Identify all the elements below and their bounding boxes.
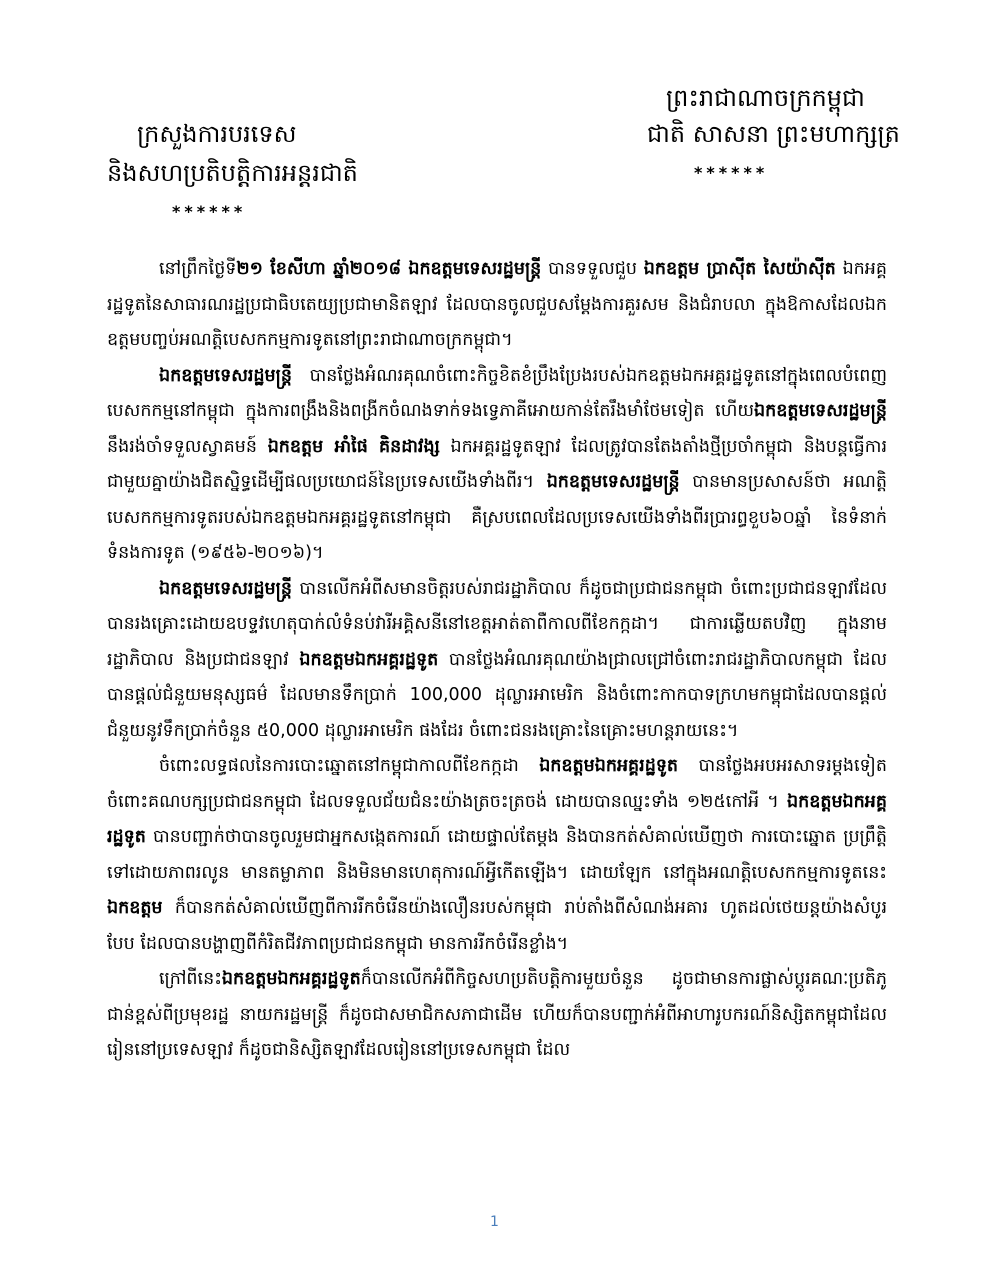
- text-run: ក៏បានលើកអំពីកិច្ចសហប្រតិបត្តិការមួយចំនួន ដូចជាមានការផ្លាស់ប្តូរគណៈប្រតិភូជាន់ខ្ពស់ពីប្រមុខរដ្ឋ នាយករដ្ឋមន្ត្រី ក៏ដូចជាសមាជិកសភាជាដើម ហើយក៏បានបញ្ជាក់អំពីអាហារូបករណ៍និស្សិតកម្ពុជាដែលរៀននៅប្រទេសឡាវ ក៏ដូចជានិស្សិតឡាវដែលរៀននៅប្រទេសកម្ពុជា ដែល: [107, 969, 887, 1060]
- national-motto: ជាតិ សាសនា ព្រះមហាក្សត្រ: [647, 120, 900, 148]
- ministry-line-2: និងសហប្រតិបត្តិការអន្តរជាតិ: [107, 159, 358, 187]
- bold-text-run: ឯកឧត្តមទេសរដ្ឋមន្ត្រី: [754, 401, 887, 421]
- body-paragraph: [107, 359, 887, 572]
- left-star-divider: ******: [172, 202, 247, 221]
- bold-text-run: ឯកឧត្តមឯកអគ្គរដ្ឋទូត: [221, 969, 361, 989]
- bold-text-run: ឯកឧត្តមទេសរដ្ឋមន្ត្រី: [159, 365, 292, 386]
- text-run: បានទទួលជួប: [541, 259, 644, 279]
- bold-text-run: ឯកឧត្តមទេសរដ្ឋមន្ត្រី: [546, 472, 680, 492]
- text-run: បានមានប្រសាសន៍ថា អណត្តិបេសកកម្មការទូតរបស់ឯកឧត្តមឯកអគ្គរដ្ឋទូតនៅកម្ពុជា គឺស្របពេលដែលប្រទេសយើងទាំងពីរប្រារព្ធខួប៦០ឆ្នាំ នៃទំនាក់ទំនងការទូត (១៩៥៦-២០១៦)។: [107, 472, 888, 563]
- text-run: បានថ្លែងអំណរគុណយ៉ាងជ្រាលជ្រៅចំពោះរាជរដ្ឋាភិបាលកម្ពុជា ដែលបានផ្តល់ជំនួយមនុស្សធម៌ ដែលមានទឹកប្រាក់ 100,000 ដុល្លារអាមេរិក និងចំពោះកាកបាទក្រហមកម្ពុជាដែលបានផ្តល់ជំនួយនូវទឹកប្រាក់ចំនួន ៥0,000 ដុល្លារអាមេរិក ផងដែរ ចំពោះជនរងគ្រោះនៃគ្រោះមហន្តរាយនេះ។: [107, 649, 888, 741]
- kingdom-title: ព្រះរាជាណាចក្រកម្ពុជា: [666, 84, 865, 112]
- bold-text-run: ឯកឧត្តម ប្រាស៊ីត សៃយ៉ាស៊ីត: [643, 259, 836, 279]
- ministry-line-1: ក្រសួងការបរទេស: [137, 120, 297, 148]
- page-number: 1: [490, 1214, 499, 1230]
- text-run: ចំពោះលទ្ធផលនៃការបោះឆ្នោតនៅកម្ពុជាកាលពីខែកក្កដា: [159, 756, 540, 776]
- bold-text-run: ឯកឧត្តមទេសរដ្ឋមន្ត្រី: [159, 578, 292, 599]
- text-run: បានបញ្ជាក់ថាបានចូលរួមជាអ្នកសង្កេតការណ៍ ដោយផ្ទាល់តែម្តង និងបានកត់សំគាល់ឃើញថា ការបោះឆ្នោត ប្រព្រឹត្តិទៅដោយភាពរលូន មានតម្លាភាព និងមិនមានហេតុការណ៍អ្វីកើតឡើង។ ដោយឡែក នៅក្នុងអណត្តិបេសកកម្មការទូតនេះ: [107, 827, 887, 883]
- letter-body: [107, 252, 887, 1069]
- bold-text-run: ឯកឧត្តមឯកអគ្គរដ្ឋទូត: [299, 649, 439, 670]
- bold-text-run: ឯកឧត្តមឯកអគ្គរដ្ឋទូត: [539, 756, 679, 776]
- text-run: បានថ្លែងអំណរគុណចំពោះកិច្ចខិតខំប្រឹងប្រែងរបស់ឯកឧត្តមឯកអគ្គរដ្ឋទូតនៅក្នុងពេលបំពេញបេសកកម្មនៅកម្ពុជា ក្នុងការពង្រឹងនិងពង្រីកចំណងទាក់ទងទ្វេភាគីអោយកាន់តែរឹងមាំថែមទៀត ហើយ: [107, 365, 887, 421]
- body-paragraph: [107, 572, 887, 750]
- body-paragraph: [107, 962, 887, 1069]
- body-paragraph: [107, 749, 887, 962]
- text-run: ឯកអគ្គរដ្ឋទូតឡាវ ដែលត្រូវបានតែងតាំងថ្មីប្រចាំកម្ពុជា និងបន្តធ្វើការជាមួយគ្នាយ៉ាងជិតស្និទ្ធដើម្បីផលប្រយោជន៍នៃប្រទេសយើងទាំងពីរ។: [107, 436, 887, 492]
- text-run: ឯកអគ្គរដ្ឋទូតនៃសាធារណរដ្ឋប្រជាធិបតេយ្យប្រជាមានិតឡាវ ដែលបានចូលជួបសម្តែងការគួរសម និងជំរាបលា ក្នុងឱកាសដែលឯកឧត្តមបញ្ចប់អណត្តិបេសកកម្មការទូតនៅព្រះរាជាណាចក្រកម្ពុជា។: [107, 259, 888, 350]
- text-run: ក៏បានកត់សំគាល់ឃើញពីការរីកចំរើនយ៉ាងលឿនរបស់កម្ពុជា រាប់តាំងពីសំណង់អគារ ហូតដល់ថេយន្តយ៉ាងសំបូរបែប ដែលបានបង្ហាញពីកំរិតជីវភាពប្រជាជនកម្ពុជា មានការរីកចំរើនខ្លាំង។: [107, 898, 887, 954]
- bold-text-run: ឯកឧត្តម: [107, 898, 163, 918]
- text-run: បានលើកអំពីសមានចិត្តរបស់រាជរដ្ឋាភិបាល ក៏ដូចជាប្រជាជនកម្ពុជា ចំពោះប្រជាជនឡាវដែលបានរងគ្រោះដោយឧបទ្ទវហេតុបាក់លំទំនប់វារីអគ្គិសនីនៅខេត្តអាត់តាពឺកាលពីខែកក្កដា។ ជាការឆ្លើយតបវិញ ក្នុងនាមរដ្ឋាភិបាល និងប្រជាជនឡាវ: [107, 578, 887, 670]
- right-star-divider: ******: [694, 163, 769, 182]
- bold-text-run: ឯកឧត្តមឯកអគ្គរដ្ឋទូត: [107, 791, 887, 847]
- text-run: ក្រៅពីនេះ: [159, 969, 222, 989]
- text-run: នៅព្រឹកថ្ងៃទី: [159, 259, 237, 279]
- text-run: នឹងរង់ចាំទទួលស្វាគមន៍: [107, 436, 268, 457]
- text-run: បានថ្លែងអបអរសាទរម្តងទៀតចំពោះគណបក្សប្រជាជនកម្ពុជា ដែលទទួលជ័យជំនះយ៉ាងត្រចះត្រចង់ ដោយបានឈ្នះទាំង ១២៥កៅអី ។: [107, 756, 887, 812]
- bold-text-run: ឯកឧត្តម អាំផៃ គិនដាវង្ស: [267, 436, 440, 457]
- bold-text-run: ២១ ខែសីហា ឆ្នាំ២០១៨ ឯកឧត្តមទេសរដ្ឋមន្ត្រី: [236, 259, 542, 279]
- body-paragraph: [107, 252, 887, 359]
